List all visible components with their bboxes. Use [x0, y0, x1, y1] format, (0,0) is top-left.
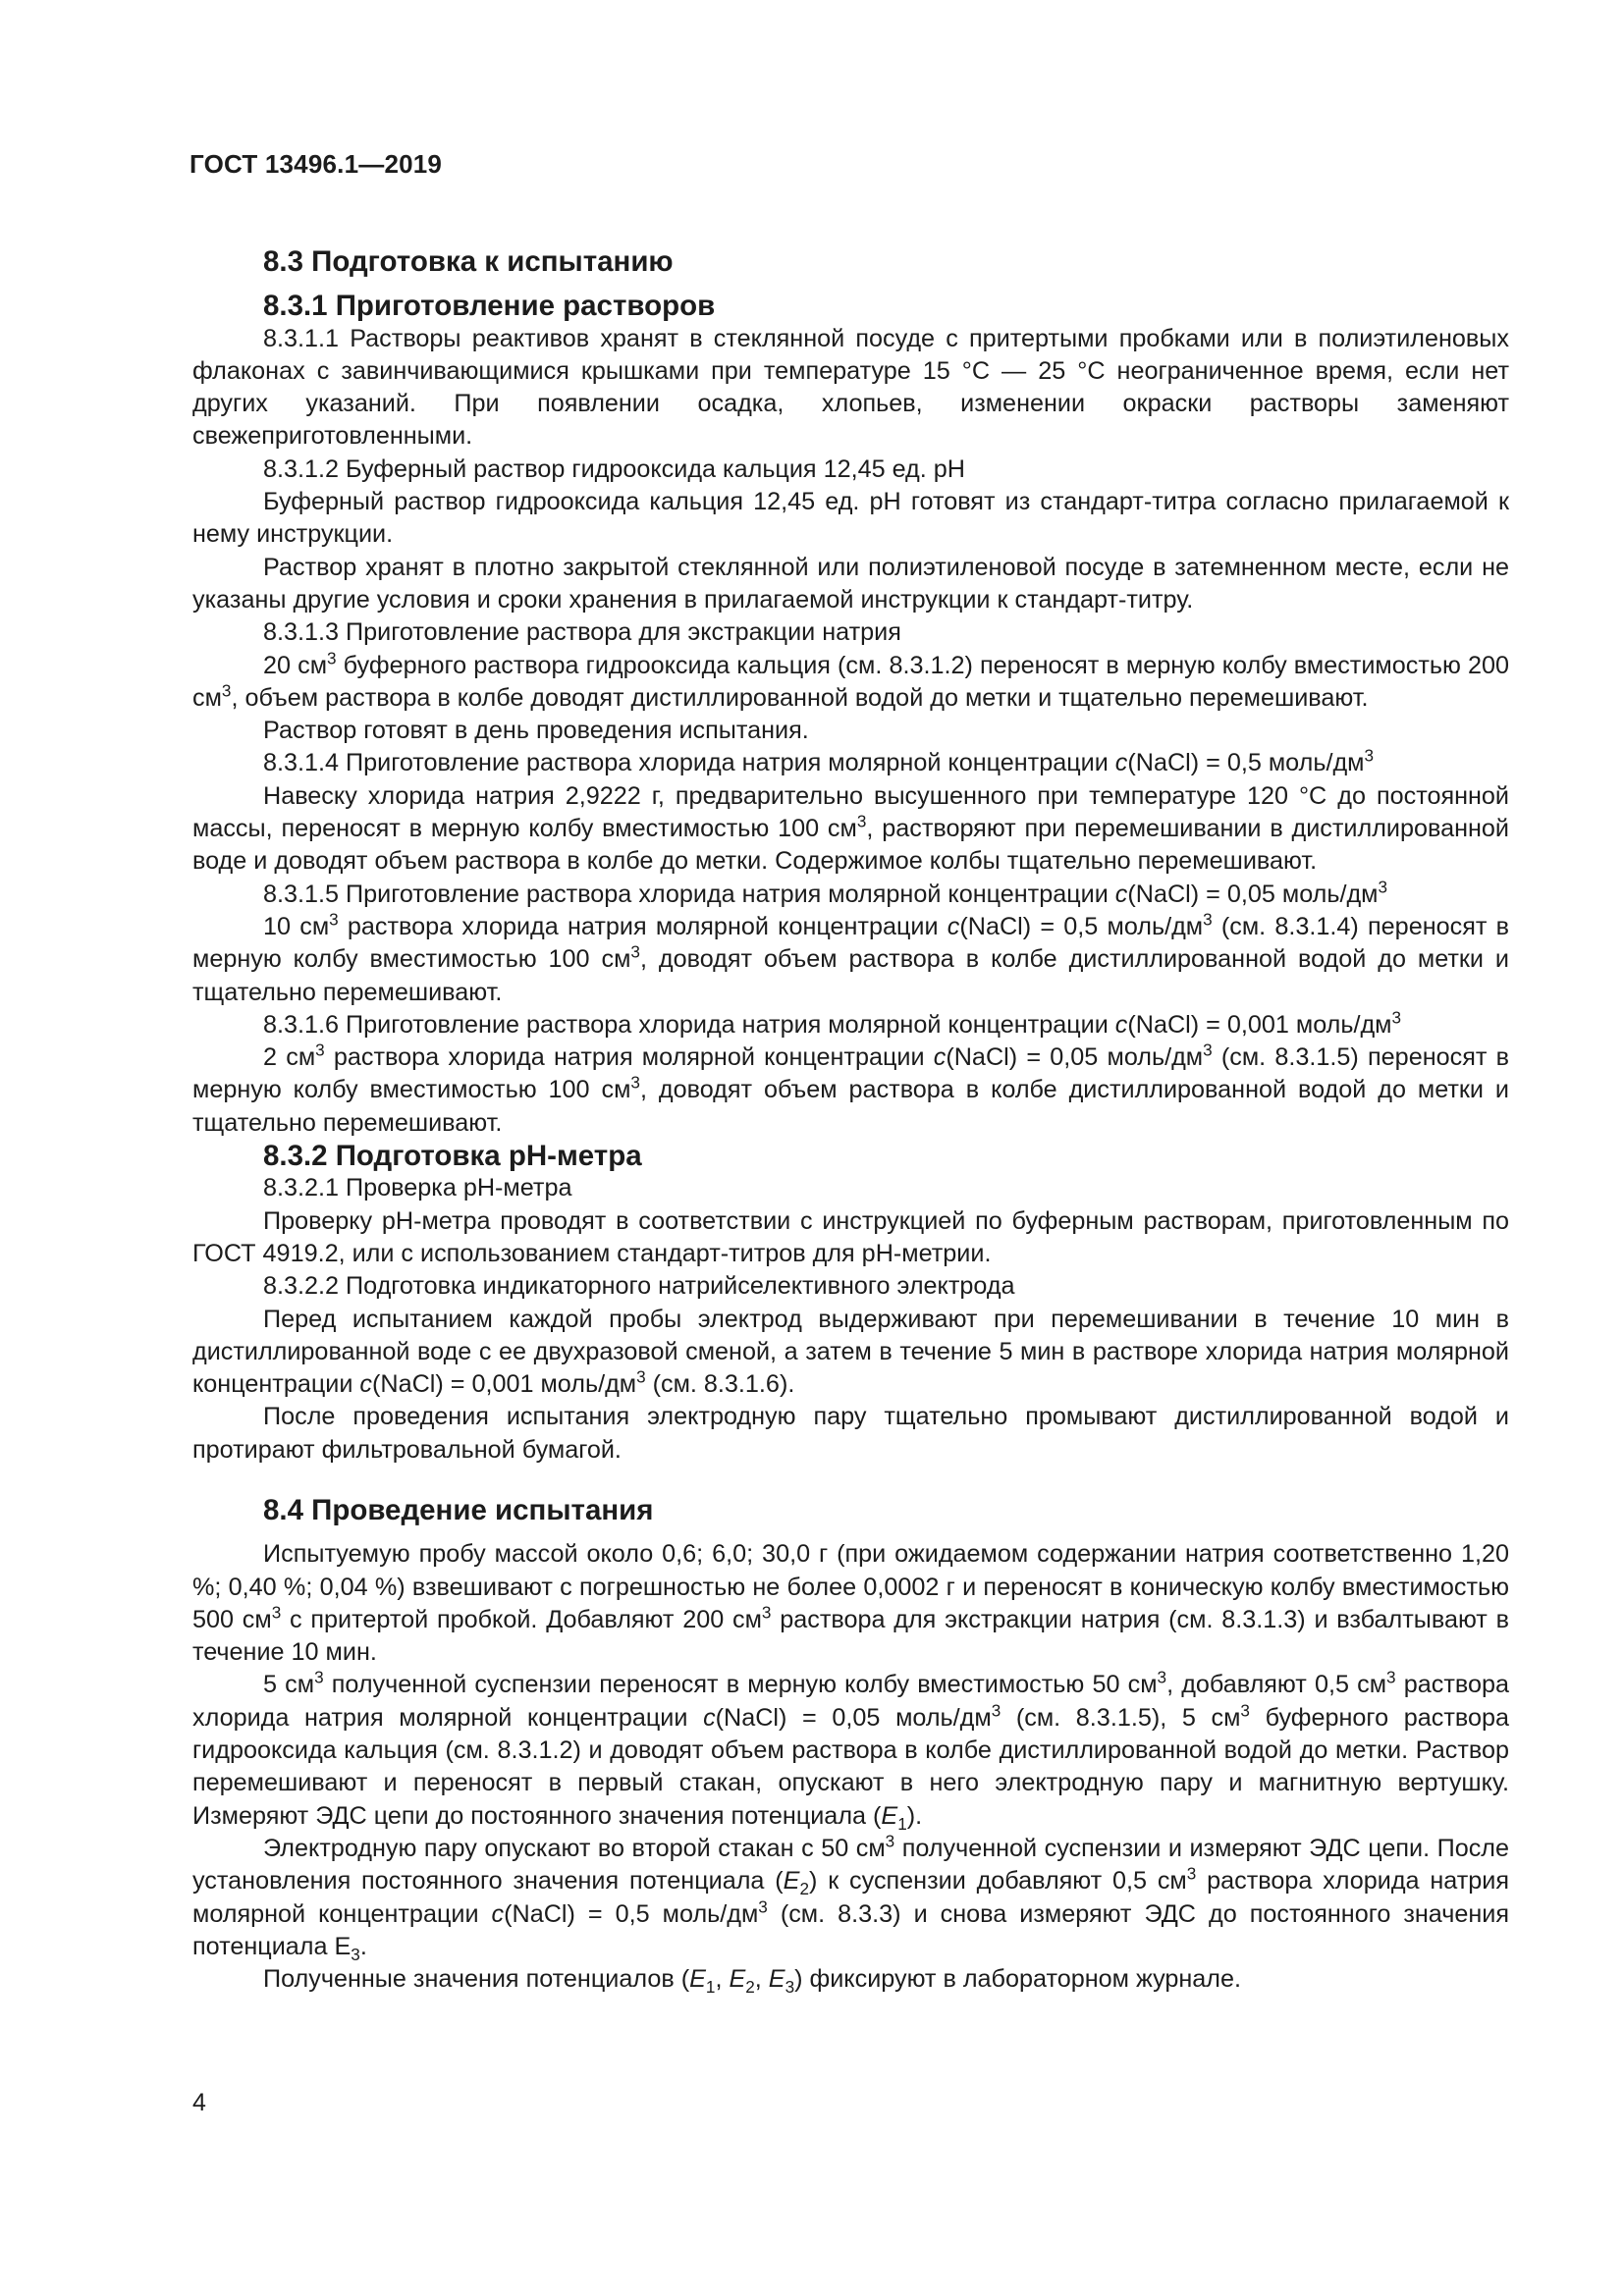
- paragraph: Испытуемую пробу массой около 0,6; 6,0; 30,0 г (при ожидаемом содержании натрия соответственно 1,20 %; 0,40 %; 0,04 %) взвешивают с погрешностью не более 0,0002 г и переносят в коническую колбу вместимостью 500 $см^3$ с притертой пробкой. Добавляют 200 $см^3$ раствора для экстракции натрия (см. 8.3.1.3) и взбалтывают в течение 10 мин.: [192, 1540, 1509, 1667]
- paragraph: 8.3.1.5 Приготовление раствора хлорида натрия молярной концентрации с(NaCl) = 0,05 моль/$дм^3$: [263, 877, 1388, 908]
- paragraph: 8.3.1.6 Приготовление раствора хлорида натрия молярной концентрации с(NaCl) = 0,001 моль/$дм^3$: [263, 1007, 1402, 1039]
- section-heading: 8.4 Проведение испытания: [263, 1493, 654, 1526]
- paragraph: 8.3.2.1 Проверка рН-метра: [263, 1174, 572, 1202]
- paragraph: 8.3.2.2 Подготовка индикаторного натрийселективного электрода: [263, 1272, 1015, 1301]
- paragraph: Перед испытанием каждой пробы электрод выдерживают при перемешивании в течение 10 мин в дистиллированной воде с ее двухразовой сменой, а затем в течение 5 мин в растворе хлорида натрия молярной концентрации с(NaCl) = 0,001 моль/$дм^3$ (см. 8.3.1.6).: [192, 1305, 1509, 1399]
- paragraph: Навеску хлорида натрия 2,9222 г, предварительно высушенного при температуре 120 °С до постоянной массы, переносят в мерную колбу вместимостью 100 $см^3$, растворяют при перемешивании в дистиллированной воде и доводят объем раствора в колбе до метки. Содержимое колбы тщательно перемешивают.: [192, 781, 1509, 876]
- page-number: 4: [192, 2089, 206, 2116]
- document-body: [192, 245, 1509, 1996]
- paragraph: После проведения испытания электродную пару тщательно промывают дистиллированной водой и протирают фильтровальной бумагой.: [192, 1403, 1509, 1464]
- paragraph: 8.3.1.3 Приготовление раствора для экстракции натрия: [263, 618, 901, 647]
- paragraph: 10 $см^3$ раствора хлорида натрия молярной концентрации с(NaCl) = 0,5 моль/$дм^3$ (см. 8.3.1.4) переносят в мерную колбу вместимостью 100 $см^3$, доводят объем раствора в колбе дистиллированной водой до метки и тщательно перемешивают.: [192, 909, 1510, 1006]
- paragraph: 8.3.1.2 Буферный раствор гидрооксида кальция 12,45 ед. рН: [263, 454, 965, 483]
- paragraph: 20 $см^3$ буферного раствора гидрооксида кальция (см. 8.3.1.2) переносят в мерную колбу вместимостью 200 $см^3$, объем раствора в колбе доводят дистиллированной водой до метки и тщательно перемешивают.: [192, 648, 1509, 712]
- paragraph: Проверку рН-метра проводят в соответствии с инструкцией по буферным растворам, приготовленным по ГОСТ 4919.2, или с использованием стандарт-титров для рН-метрии.: [192, 1206, 1509, 1267]
- paragraph: 5 $см^3$ полученной суспензии переносят в мерную колбу вместимостью 50 $см^3$, добавляют 0,5 $см^3$ раствора хлорида натрия молярной концентрации с(NaCl) = 0,05 моль/$дм^3$ (см. 8.3.1.5), 5 $см^3$ буферного раствора гидрооксида кальция (см. 8.3.1.2) и доводят объем раствора в колбе дистиллированной водой до метки. Раствор перемешивают и переносят в первый стакан, опускают в него электродную пару и магнитную вертушку. Измеряют ЭДС цепи до постоянного значения потенциала $(Е_1)$.: [192, 1668, 1509, 1834]
- paragraph: Раствор готовят в день проведения испытания.: [263, 717, 809, 745]
- section-heading: 8.3.2 Подготовка рН-метра: [263, 1140, 642, 1173]
- paragraph: 8.3.1.1 Растворы реактивов хранят в стеклянной посуде с притертыми пробками или в полиэтиленовых флаконах с завинчивающимися крышками при температуре 15 °С — 25 °С неограниченное время, если нет других указаний. При появлении осадка, хлопьев, изменении окраски растворы заменяют свежеприготовленными.: [192, 324, 1509, 451]
- document-header-code: ГОСТ 13496.1—2019: [189, 149, 443, 179]
- paragraph: 2 $см^3$ раствора хлорида натрия молярной концентрации с(NaCl) = 0,05 моль/$дм^3$ (см. 8.3.1.5) переносят в мерную колбу вместимостью 100 $см^3$, доводят объем раствора в колбе дистиллированной водой до метки и тщательно перемешивают.: [192, 1040, 1510, 1137]
- paragraph: Буферный раствор гидрооксида кальция 12,45 ед. рН готовят из стандарт-титра согласно прилагаемой к нему инструкции.: [192, 488, 1509, 549]
- paragraph: Электродную пару опускают во второй стакан с 50 $см^3$ полученной суспензии и измеряют ЭДС цепи. После установления постоянного значения потенциала $(Е_2)$ к суспензии добавляют 0,5 $см^3$ раствора хлорида натрия молярной концентрации с(NaCl) = 0,5 моль/$дм^3$ (см. 8.3.3) и снова измеряют ЭДС до постоянного значения потенциала $Е_3$.: [192, 1831, 1510, 1964]
- paragraph: Полученные значения потенциалов ($Е_1$, $Е_2$, $Е_3$) фиксируют в лабораторном журнале.: [263, 1965, 1242, 1998]
- paragraph: 8.3.1.4 Приготовление раствора хлорида натрия молярной концентрации с(NaCl) = 0,5 моль/$дм^3$: [263, 746, 1374, 777]
- section-heading: 8.3.1 Приготовление растворов: [263, 290, 716, 323]
- paragraph: Раствор хранят в плотно закрытой стеклянной или полиэтиленовой посуде в затемненном месте, если не указаны другие условия и сроки хранения в прилагаемой инструкции к стандарт-титру.: [192, 553, 1509, 614]
- section-heading: 8.3 Подготовка к испытанию: [263, 245, 674, 278]
